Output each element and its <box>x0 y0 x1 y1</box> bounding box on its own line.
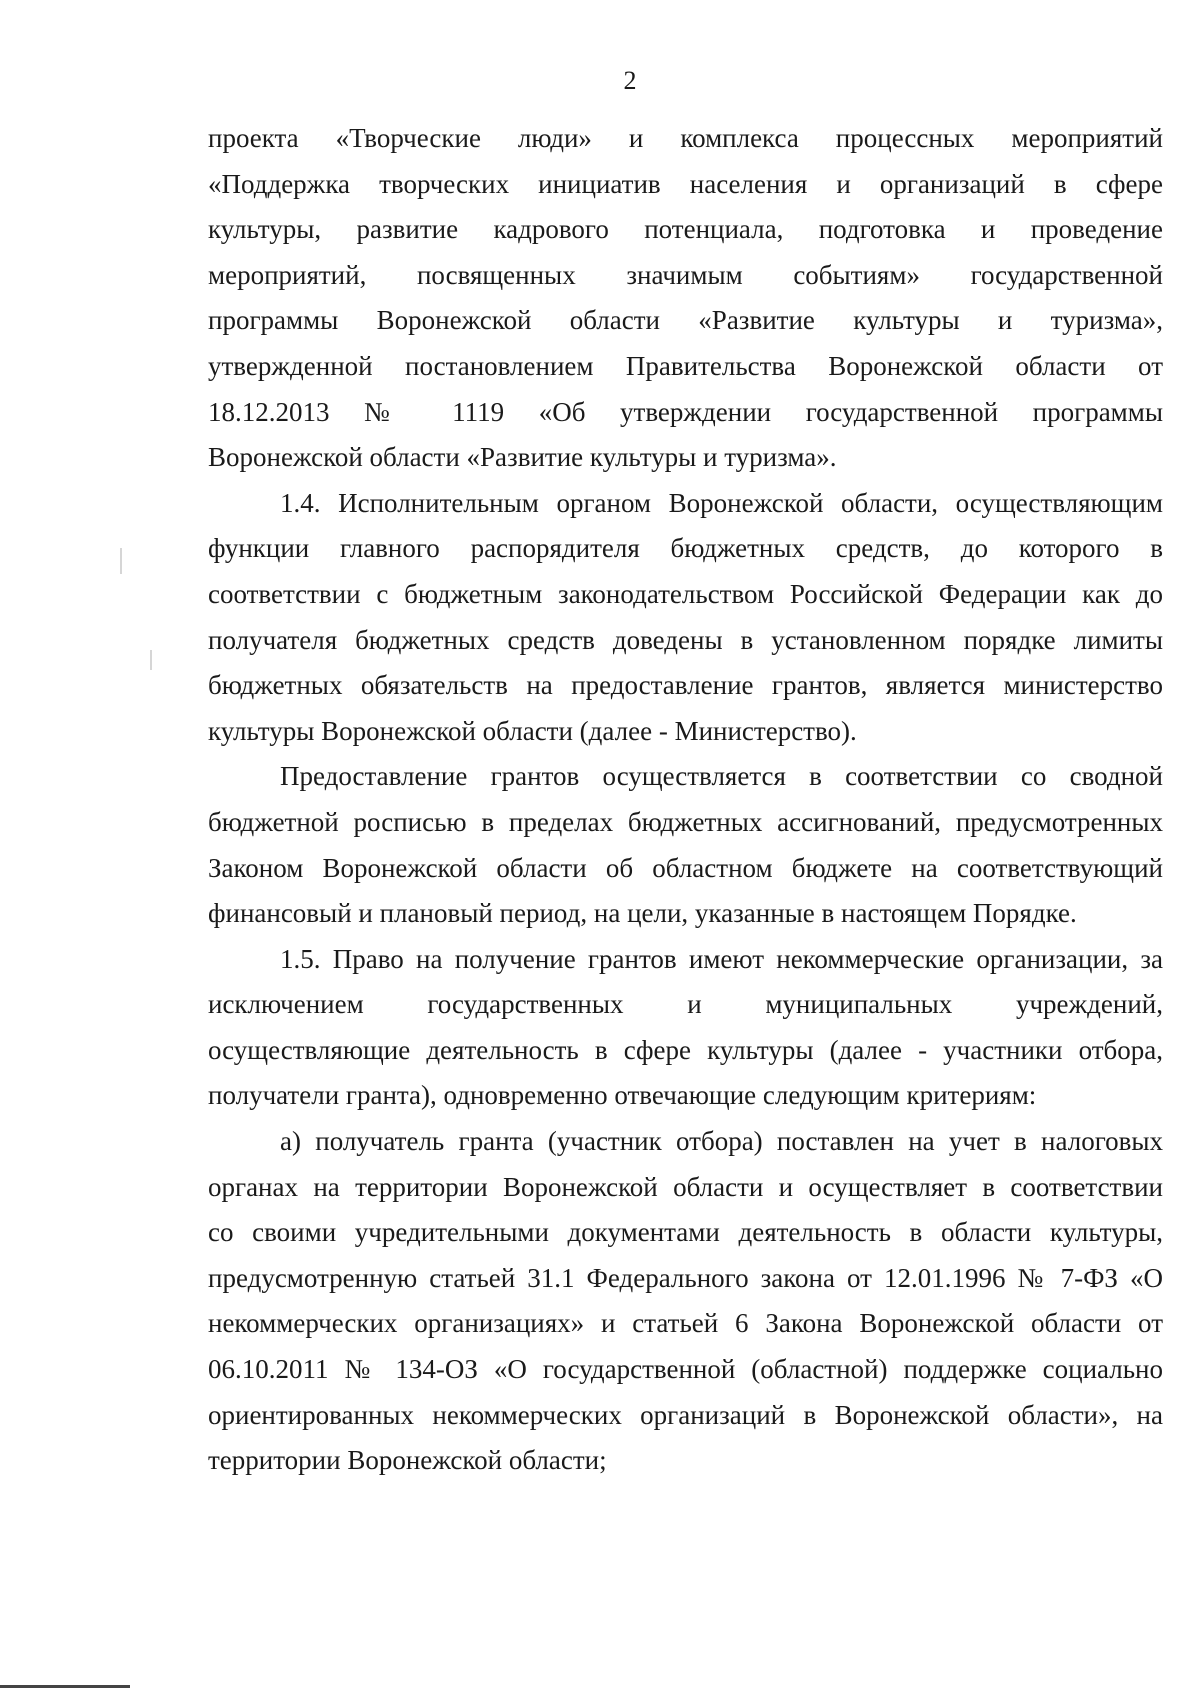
text-line: некоммерческих организациях» и статьей 6 Закона Воронежской области от <box>208 1308 1163 1339</box>
text-line: 18.12.2013 № 1119 «Об утверждении государственной программы <box>208 396 1163 427</box>
text-line: проекта «Творческие люди» и комплекса процессных мероприятий <box>208 123 1163 153</box>
text-line: Предоставление грантов осуществляется в соответствии со сводной <box>280 761 1163 792</box>
text-line: функции главного распорядителя бюджетных средств, до которого в <box>208 533 1163 564</box>
scan-margin-mark <box>150 650 152 670</box>
text-line: получатели гранта), одновременно отвечающие следующим критериям: <box>208 1080 1037 1111</box>
text-line: «Поддержка творческих инициатив населения и организаций в сфере <box>208 168 1163 199</box>
text-line: ориентированных некоммерческих организаций в Воронежской области», на <box>208 1399 1163 1430</box>
text-line: получателя бюджетных средств доведены в установленном порядке лимиты <box>208 624 1163 655</box>
text-line: предусмотренную статьей 31.1 Федерального закона от 12.01.1996 № 7-ФЗ «О <box>208 1262 1163 1293</box>
paragraph-1-4 <box>208 481 1163 755</box>
text-line: культуры Воронежской области (далее - Министерство). <box>208 715 857 746</box>
text-line: Законом Воронежской области об областном бюджете на соответствующий <box>208 852 1163 883</box>
text-line: территории Воронежской области; <box>208 1445 607 1476</box>
paragraph-grants-provision <box>208 754 1163 936</box>
text-line: 1.4. Исполнительным органом Воронежской области, осуществляющим <box>280 487 1163 518</box>
text-line: исключением государственных и муниципальных учреждений, <box>208 989 1163 1020</box>
text-line: мероприятий, посвященных значимым событиям» государственной <box>208 259 1163 290</box>
text-line: 06.10.2011 № 134-ОЗ «О государственной (областной) поддержке социально <box>208 1354 1163 1385</box>
text-line: соответствии с бюджетным законодательством Российской Федерации как до <box>208 578 1163 609</box>
text-line: органах на территории Воронежской области и осуществляет в соответствии <box>208 1171 1163 1202</box>
text-line: осуществляющие деятельность в сфере культуры (далее - участники отбора, <box>208 1034 1163 1065</box>
text-line: бюджетной росписью в пределах бюджетных ассигнований, предусмотренных <box>208 806 1163 837</box>
page-number: 2 <box>623 66 637 95</box>
text-line: программы Воронежской области «Развитие культуры и туризма», <box>208 305 1163 336</box>
paragraph-criterion-a <box>208 1119 1163 1484</box>
document-body <box>208 116 1163 1484</box>
text-line: а) получатель гранта (участник отбора) поставлен на учет в налоговых <box>280 1126 1163 1157</box>
paragraph-1-5 <box>208 937 1163 1119</box>
paragraph-intro-continuation <box>208 116 1163 481</box>
text-line: финансовый и плановый период, на цели, указанные в настоящем Порядке. <box>208 898 1077 929</box>
text-line: культуры, развитие кадрового потенциала, подготовка и проведение <box>208 214 1163 245</box>
text-line: 1.5. Право на получение грантов имеют некоммерческие организации, за <box>280 943 1163 974</box>
scan-margin-mark <box>120 548 122 574</box>
text-line: бюджетных обязательств на предоставление грантов, является министерство <box>208 670 1163 701</box>
text-line: Воронежской области «Развитие культуры и туризма». <box>208 442 837 473</box>
text-line: утвержденной постановлением Правительства Воронежской области от <box>208 350 1163 381</box>
text-line: со своими учредительными документами деятельность в области культуры, <box>208 1217 1163 1248</box>
